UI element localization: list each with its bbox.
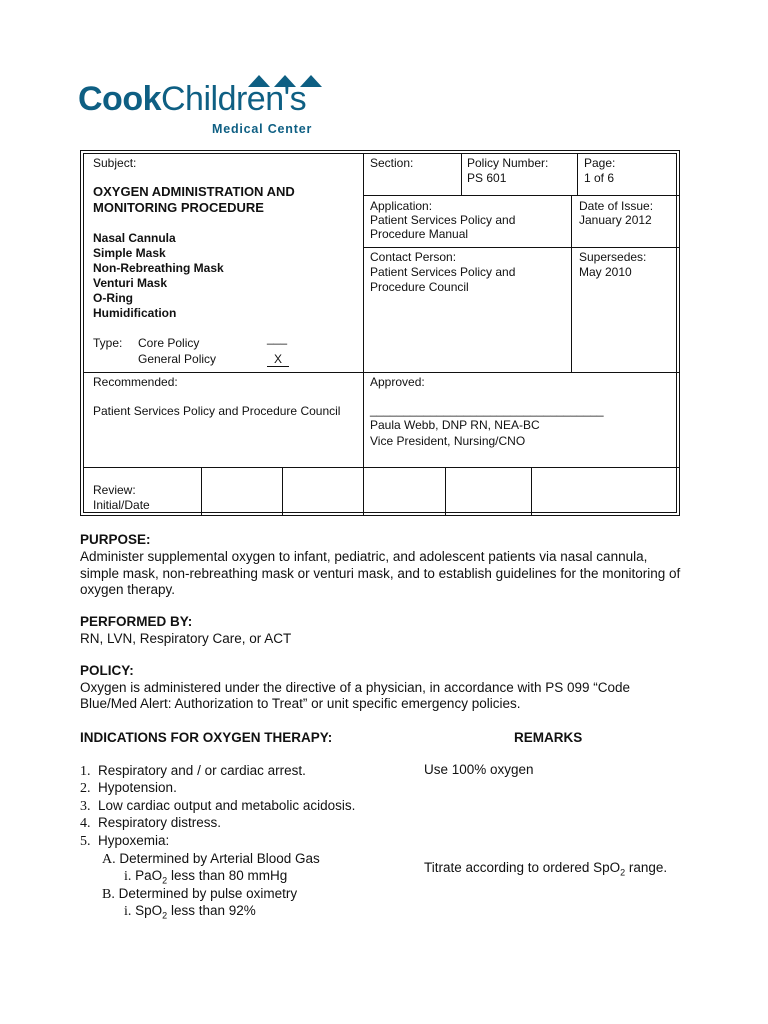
list-number: 4.: [80, 816, 91, 831]
contact-value: Patient Services Policy and: [370, 265, 516, 279]
page-value: 1 of 6: [584, 171, 615, 185]
remark-text: [424, 859, 667, 882]
approver-name: Paula Webb, DNP RN, NEA-BC: [370, 418, 540, 432]
table-line: [571, 195, 572, 372]
policy-title-line1: OXYGEN ADMINISTRATION AND: [93, 184, 295, 199]
purpose-text: Administer supplemental oxygen to infant, pediatric, and adolescent patients via nasal cannula,: [80, 549, 648, 564]
policy-number-value: PS 601: [467, 171, 507, 185]
core-policy-mark: ___: [267, 331, 288, 345]
application-value: Procedure Manual: [370, 227, 469, 241]
subject-label: Subject:: [93, 156, 137, 170]
recommended-label: Recommended:: [93, 375, 178, 389]
general-policy-label: General Policy: [138, 352, 217, 366]
signature-line: ___________________________________: [370, 403, 604, 417]
pao2-text: PaO: [135, 868, 163, 883]
list-text: Hypotension.: [98, 780, 177, 795]
topic-item: Simple Mask: [93, 246, 166, 260]
topic-item: O-Ring: [93, 291, 133, 305]
date-issue-value: January 2012: [579, 213, 652, 227]
list-number: 3.: [80, 799, 91, 814]
table-line: [363, 247, 679, 248]
remark-text-post: range.: [625, 860, 668, 875]
policy-text: Oxygen is administered under the directive of a physician, in accordance with PS 099 “Code: [80, 680, 631, 695]
topic-item: Humidification: [93, 306, 177, 320]
performed-text: RN, LVN, Respiratory Care, or ACT: [80, 631, 292, 646]
policy-heading: POLICY:: [80, 663, 134, 678]
policy-header-table: [80, 150, 680, 516]
list-roman: i.: [124, 904, 132, 919]
logo-children: Children's: [161, 80, 307, 118]
date-issue-label: Date of Issue:: [579, 199, 654, 213]
sub-sub-list-item: [124, 902, 256, 925]
list-text: less than 92%: [167, 903, 256, 918]
logo-tm: ®: [306, 80, 312, 89]
remark-text-pre: Titrate according to ordered SpO: [424, 860, 621, 875]
table-line: [577, 153, 578, 195]
type-label: Type:: [93, 336, 123, 350]
subscript: 2: [162, 875, 168, 886]
topic-item: Non-Rebreathing Mask: [93, 261, 224, 275]
general-policy-mark: X: [267, 352, 289, 367]
table-line: [282, 467, 283, 515]
topic-item: Nasal Cannula: [93, 231, 176, 245]
supersedes-label: Supersedes:: [579, 250, 647, 264]
contact-label: Contact Person:: [370, 250, 457, 264]
topic-item: Venturi Mask: [93, 276, 168, 290]
table-line: [83, 467, 679, 468]
list-roman: i.: [124, 869, 132, 884]
application-label: Application:: [370, 199, 433, 213]
policy-number-label: Policy Number:: [467, 156, 549, 170]
section-label: Section:: [370, 156, 414, 170]
logo-wordmark: [78, 80, 312, 119]
list-text: Hypoxemia:: [98, 833, 170, 848]
list-item: [80, 762, 306, 781]
sub-list-item: [102, 850, 320, 869]
table-line: [83, 372, 679, 373]
contact-value: Procedure Council: [370, 280, 469, 294]
policy-title-line2: MONITORING PROCEDURE: [93, 200, 264, 215]
subscript: 2: [162, 910, 168, 921]
purpose-heading: PURPOSE:: [80, 532, 151, 547]
list-text: Determined by pulse oximetry: [118, 886, 298, 901]
list-item: [80, 779, 177, 798]
sub-list-item: [102, 885, 297, 904]
remark-text: Use 100% oxygen: [424, 762, 534, 777]
list-text: less than 80 mmHg: [167, 868, 288, 883]
indications-heading: INDICATIONS FOR OXYGEN THERAPY:: [80, 730, 333, 745]
table-line: [201, 467, 202, 515]
recommended-value: Patient Services Policy and Procedure Council: [93, 404, 341, 418]
application-value: Patient Services Policy and: [370, 213, 516, 227]
policy-text: Blue/Med Alert: Authorization to Treat” or unit specific emergency policies.: [80, 696, 521, 711]
table-line: [363, 195, 679, 196]
table-line: [461, 153, 462, 195]
list-item: [80, 814, 221, 833]
approved-label: Approved:: [370, 375, 425, 389]
review-sub-label: Initial/Date: [93, 498, 150, 512]
list-letter: A.: [102, 852, 116, 867]
table-line: [445, 467, 446, 515]
spo2-text: SpO: [135, 903, 163, 918]
review-label: Review:: [93, 483, 136, 497]
supersedes-value: May 2010: [579, 265, 632, 279]
list-text: Determined by Arterial Blood Gas: [119, 851, 320, 866]
purpose-text: oxygen therapy.: [80, 582, 176, 597]
table-line: [531, 467, 532, 515]
list-number: 1.: [80, 764, 91, 779]
table-line: [363, 153, 364, 515]
performed-heading: PERFORMED BY:: [80, 614, 193, 629]
list-item: [80, 797, 355, 816]
list-text: Respiratory distress.: [98, 815, 222, 830]
list-text: Low cardiac output and metabolic acidosis.: [98, 798, 356, 813]
logo-subtitle: Medical Center: [212, 122, 313, 136]
list-number: 2.: [80, 781, 91, 796]
list-text: Respiratory and / or cardiac arrest.: [98, 763, 306, 778]
logo-cook: Cook: [78, 80, 161, 118]
subscript: 2: [620, 867, 626, 878]
approver-title: Vice President, Nursing/CNO: [370, 434, 526, 448]
list-item: [80, 832, 169, 851]
list-number: 5.: [80, 834, 91, 849]
list-letter: B.: [102, 887, 115, 902]
core-policy-label: Core Policy: [138, 336, 200, 350]
purpose-text: simple mask, non-rebreathing mask or venturi mask, and to establish guidelines for the monitoring of: [80, 566, 681, 581]
page-label: Page:: [584, 156, 616, 170]
remarks-heading: REMARKS: [514, 730, 583, 745]
